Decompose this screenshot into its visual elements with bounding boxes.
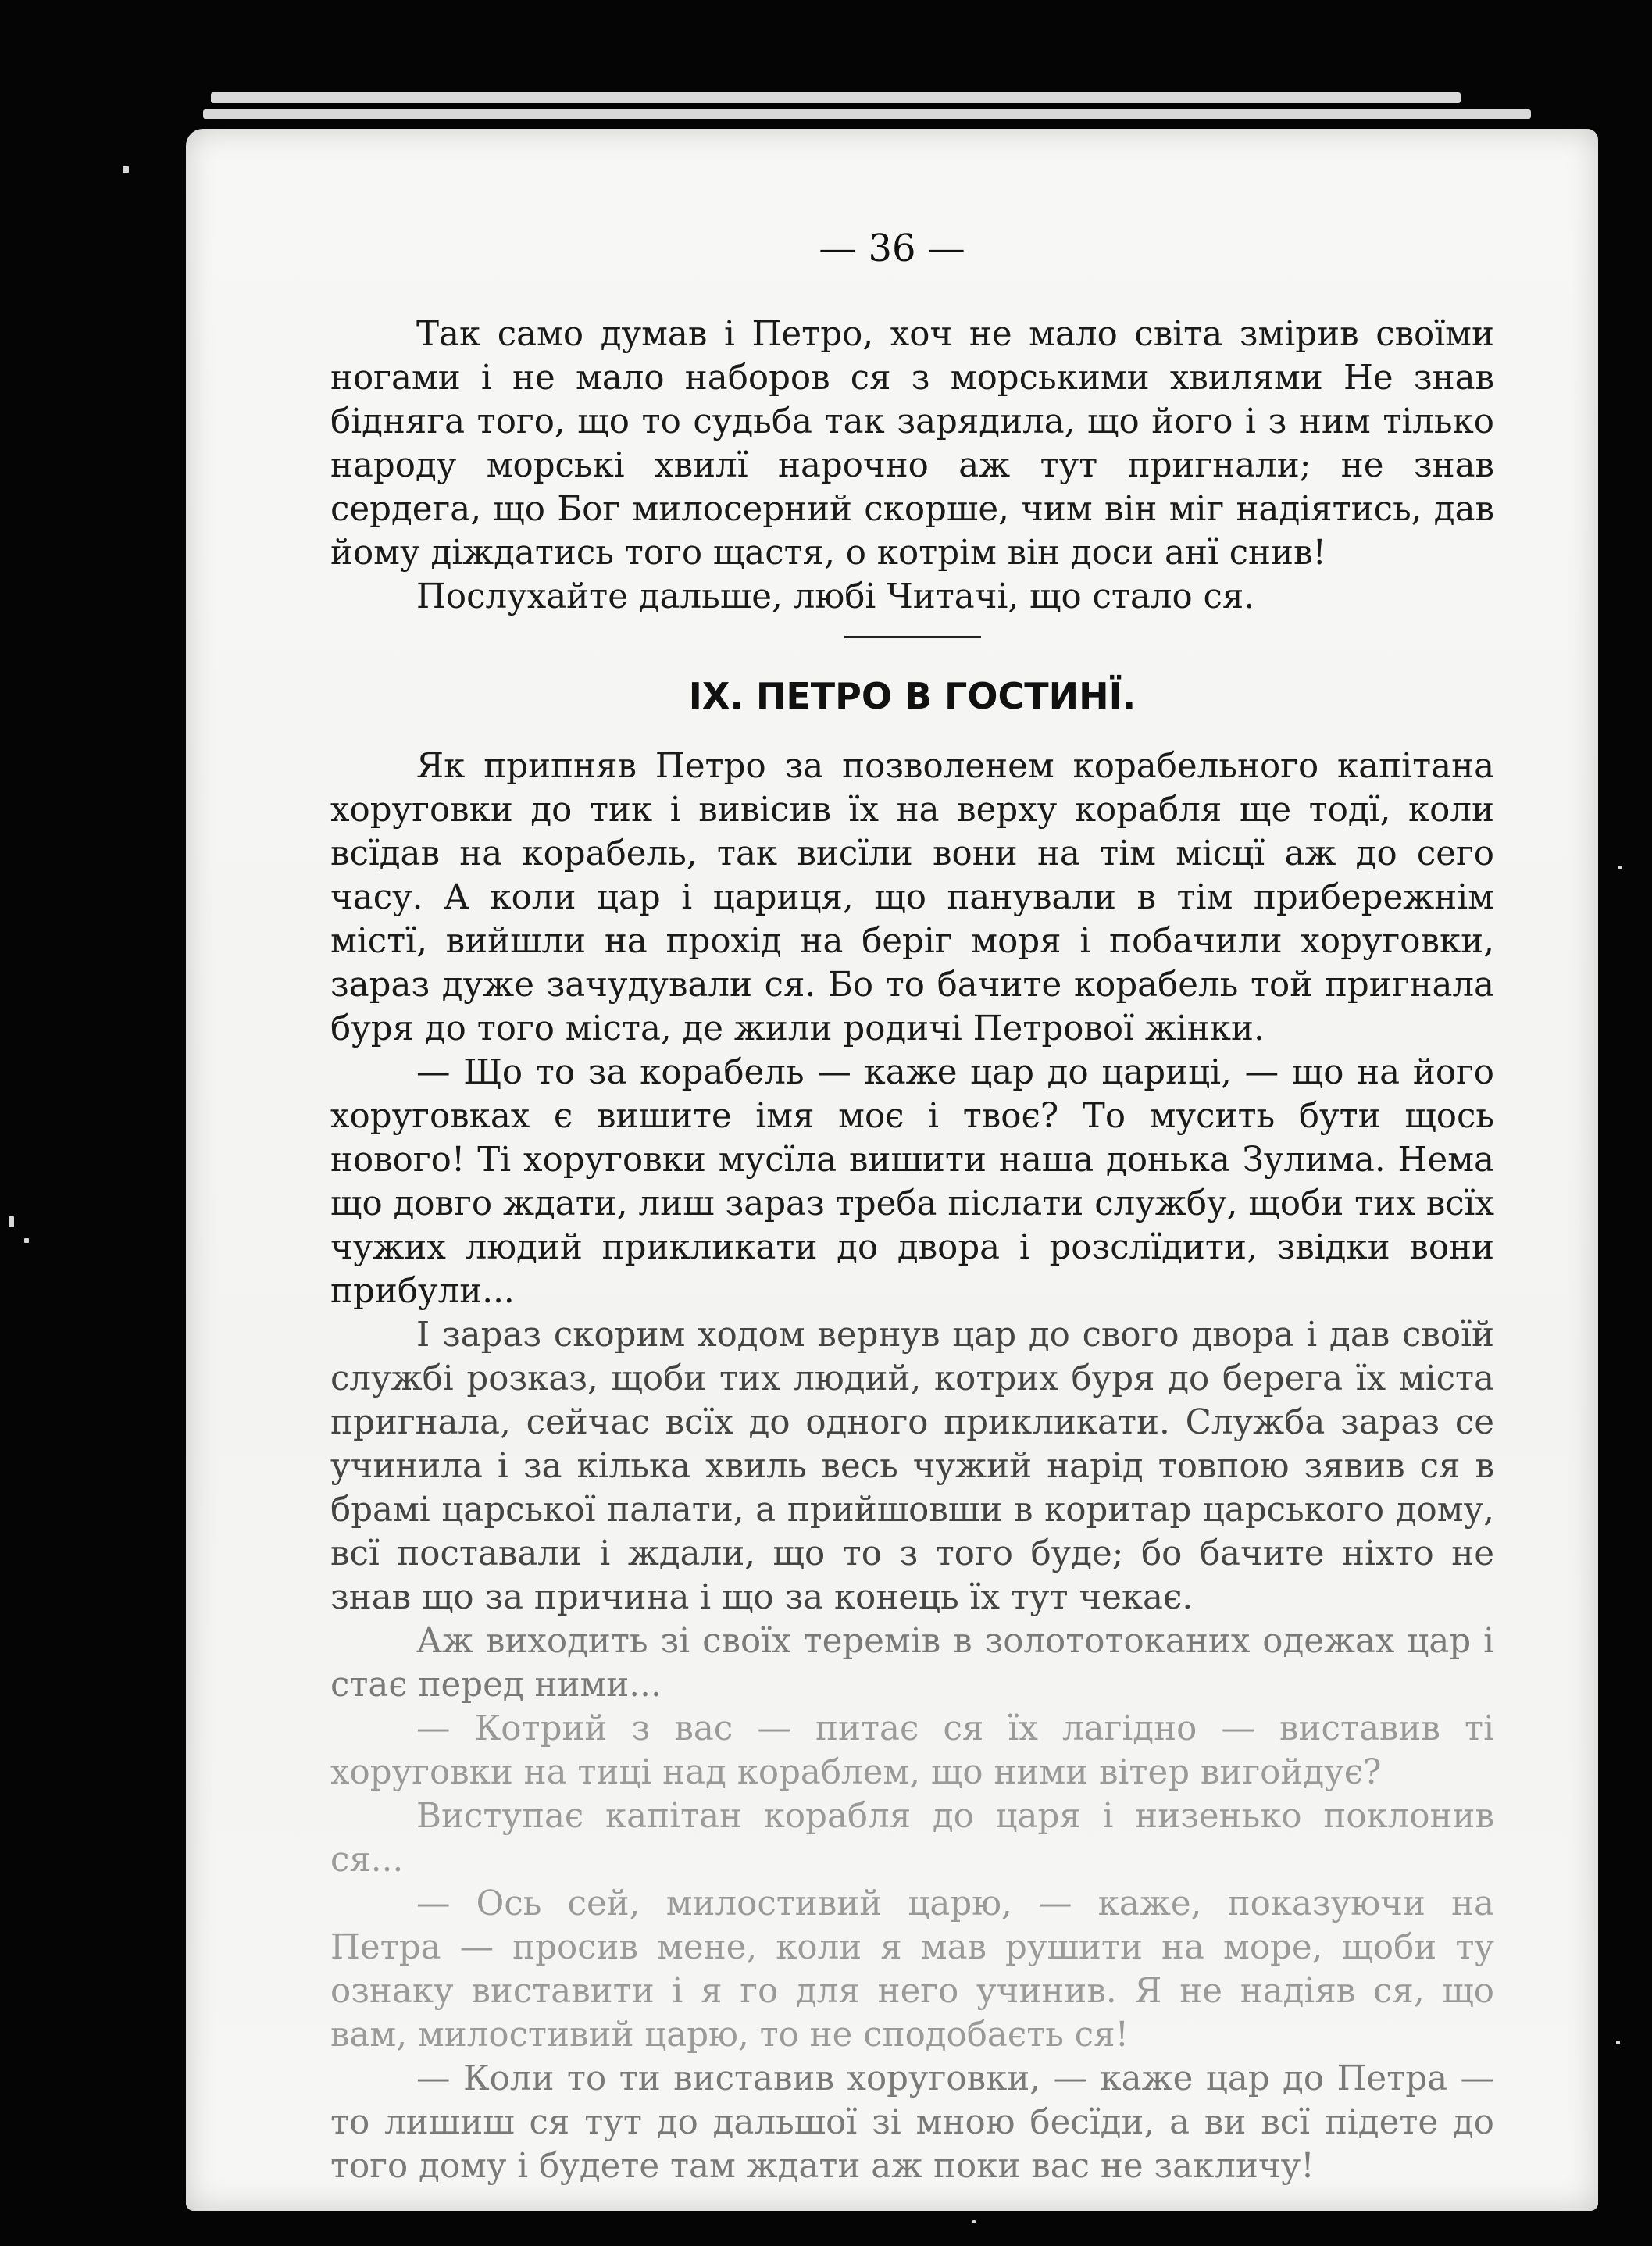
paragraph-2: — Що то за корабель — каже цар до цариці, — що на його хоруговках є вишите імя моє і твоє? То мусить бути щось нового! Ті хоруговки мусїла вишити наша донька Зулима. Нема що довго ждати, лиш зараз треба післати службу, щоби тих всїх чужих людий прикликати до двора і розслїдити, звідки вони прибули... <box>330 1053 1494 1311</box>
paragraph-4: Аж виходить зі своїх теремів в золототоканих одежах цар і стає перед ними... <box>330 1622 1494 1705</box>
paragraph-intro-1: Так само думав і Петро, хоч не мало світа змірив своїми ногами і не мало наборов ся з морськими хвилями Не знав бідняга того, що то судьба так зарядила, що його і з ним тілько народу морські хвилї нарочно аж тут пригнали; не знав сердега, що Бог милосерний скорше, чим він міг надіятись, дав йому діждатись того щастя, о котрім він доси анї снив! <box>330 315 1494 573</box>
paragraph-7: — Ось сей, милостивий царю, — каже, показуючи на Петра — просив мене, коли я мав рушити на море, щоби ту ознаку виставити і я го для него учинив. Я не надіяв ся, що вам, милостивий царю, то не сподобаєть ся! <box>330 1884 1494 2055</box>
paragraph-5: — Котрий з вас — питає ся їх лагідно — виставив ті хоруговки на тиці над кораблем, що ними вітер вигойдує? <box>330 1709 1494 1792</box>
page-edge-top <box>211 92 1461 103</box>
paragraph-3: І зараз скорим ходом вернув цар до свого двора і дав своїй службі розказ, щоби тих людий, котрих буря до берега їх міста пригнала, сейчас всїх до одного прикликати. Служба зараз се учинила і за кілька хвиль весь чужий нарід товпою зявив ся в брамі царської палати, а прийшовши в коритар царського дому, всї поставали і ждали, що то з того буде; бо бачите ніхто не знав що за причина і що за конець їх тут чекає. <box>330 1316 1494 1617</box>
paragraph-intro-2: Послухайте дальше, любі Читачі, що стало ся. <box>416 577 1255 616</box>
book-page <box>186 129 1598 2211</box>
paragraph-1: Як припняв Петро за позволенем корабельного капітана хоруговки до тик і вивісив їх на верху корабля ще тодї, коли вcїдав на корабель, так висїли вони на тім місцї аж до сего часу. А коли цар і цариця, що панували в тім прибережнім містї, вийшли на прохід на беріг моря і побачили хоруговки, зараз дуже зачудували ся. Бо то бачите корабель той пригнала буря до того міста, де жили родичі Петрової жінки. <box>330 747 1494 1048</box>
page-number: — 36 — <box>819 227 965 270</box>
page-text <box>330 312 1494 2188</box>
paragraph-8: — Коли то ти виставив хоруговки, — каже цар до Петра — то лишиш ся тут до дальшої зі мною бесїди, а ви всї підете до того дому і будете там ждати аж поки вас не закличу! <box>330 2059 1494 2186</box>
paragraph-6: Виступає капітан корабля до царя і низенько поклонив ся... <box>330 1797 1494 1880</box>
chapter-heading: IX. ПЕТРО В ГОСТИНЇ. <box>688 675 1136 717</box>
page-edge-second <box>203 109 1531 119</box>
section-divider <box>844 636 981 638</box>
